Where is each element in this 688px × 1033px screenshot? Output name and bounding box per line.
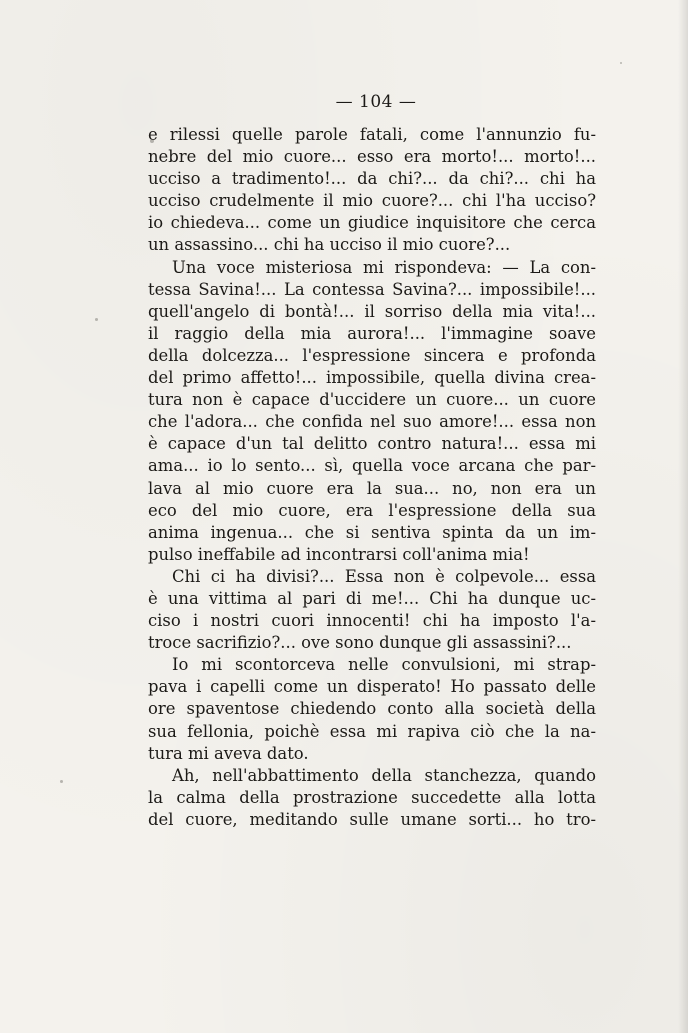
text-line: tura mi aveva dato. [148,743,309,763]
text-line: il raggio della mia aurora!... l'immagine soave [148,323,596,343]
text-line: Una voce misteriosa mi rispondeva: — La con- [172,257,596,277]
text-line: tessa Savina!... La contessa Savina?... impossibile!... [148,279,596,299]
text-line: del primo affetto!... impossibile, quella divina crea- [148,368,596,388]
text-line: ciso i nostri cuori innocenti! chi ha imposto l'a- [148,611,596,631]
text-line: quell'angelo di bontà!... il sorriso della mia vita!... [148,301,596,321]
text-line: e rilessi quelle parole fatali, come l'annunzio fu- [148,125,596,144]
paper-speck [95,318,98,321]
text-line: del cuore, meditando sulle umane sorti... ho tro- [148,809,596,829]
text-line: è una vittima al pari di me!... Chi ha dunque uc- [148,588,596,608]
body-text [148,124,596,831]
text-line: nebre del mio cuore... esso era morto!... morto!... [148,147,596,167]
text-line: lava al mio cuore era la sua... no, non era un [148,478,596,498]
text-line: ama... io lo sento... sì, quella voce arcana che par- [148,456,596,476]
text-line: pulso ineffabile ad incontrarsi coll'anima mia! [148,544,530,564]
text-line: eco del mio cuore, era l'espressione della sua [148,500,596,520]
text-line: Io mi scontorceva nelle convulsioni, mi strap- [172,655,596,675]
text-line: io chiedeva... come un giudice inquisitore che cerca [148,213,596,233]
text-line: anima ingenua... che si sentiva spinta da un im- [148,522,596,542]
paper-speck [620,62,622,64]
text-line: è capace d'un tal delitto contro natura!... essa mi [148,434,596,454]
text-line: ucciso a tradimento!... da chi?... da chi?... chi ha [148,169,596,189]
text-line: tura non è capace d'uccidere un cuore... un cuore [148,390,596,410]
text-line: sua fellonia, poichè essa mi rapiva ciò che la na- [148,721,596,741]
text-line: troce sacrifizio?... ove sono dunque gli assassini?... [148,633,572,653]
paper-speck [150,139,154,143]
text-line: della dolcezza... l'espressione sincera e profonda [148,345,596,365]
text-line: Chi ci ha divisi?... Essa non è colpevole... essa [172,566,596,586]
text-line: che l'adora... che confida nel suo amore!... essa non [148,412,596,432]
paper-speck [60,780,63,783]
text-line: un assassino... chi ha ucciso il mio cuore?... [148,235,511,255]
text-line: pava i capelli come un disperato! Ho passato delle [148,677,596,697]
page-edge-shadow [678,0,688,1033]
page-number: — 104 — [335,92,417,112]
text-line: Ah, nell'abbattimento della stanchezza, quando [172,765,596,785]
text-line: la calma della prostrazione succedette alla lotta [148,787,596,807]
text-line: ucciso crudelmente il mio cuore?... chi l'ha ucciso? [148,191,596,211]
text-line: ore spaventose chiedendo conto alla società della [148,699,596,719]
